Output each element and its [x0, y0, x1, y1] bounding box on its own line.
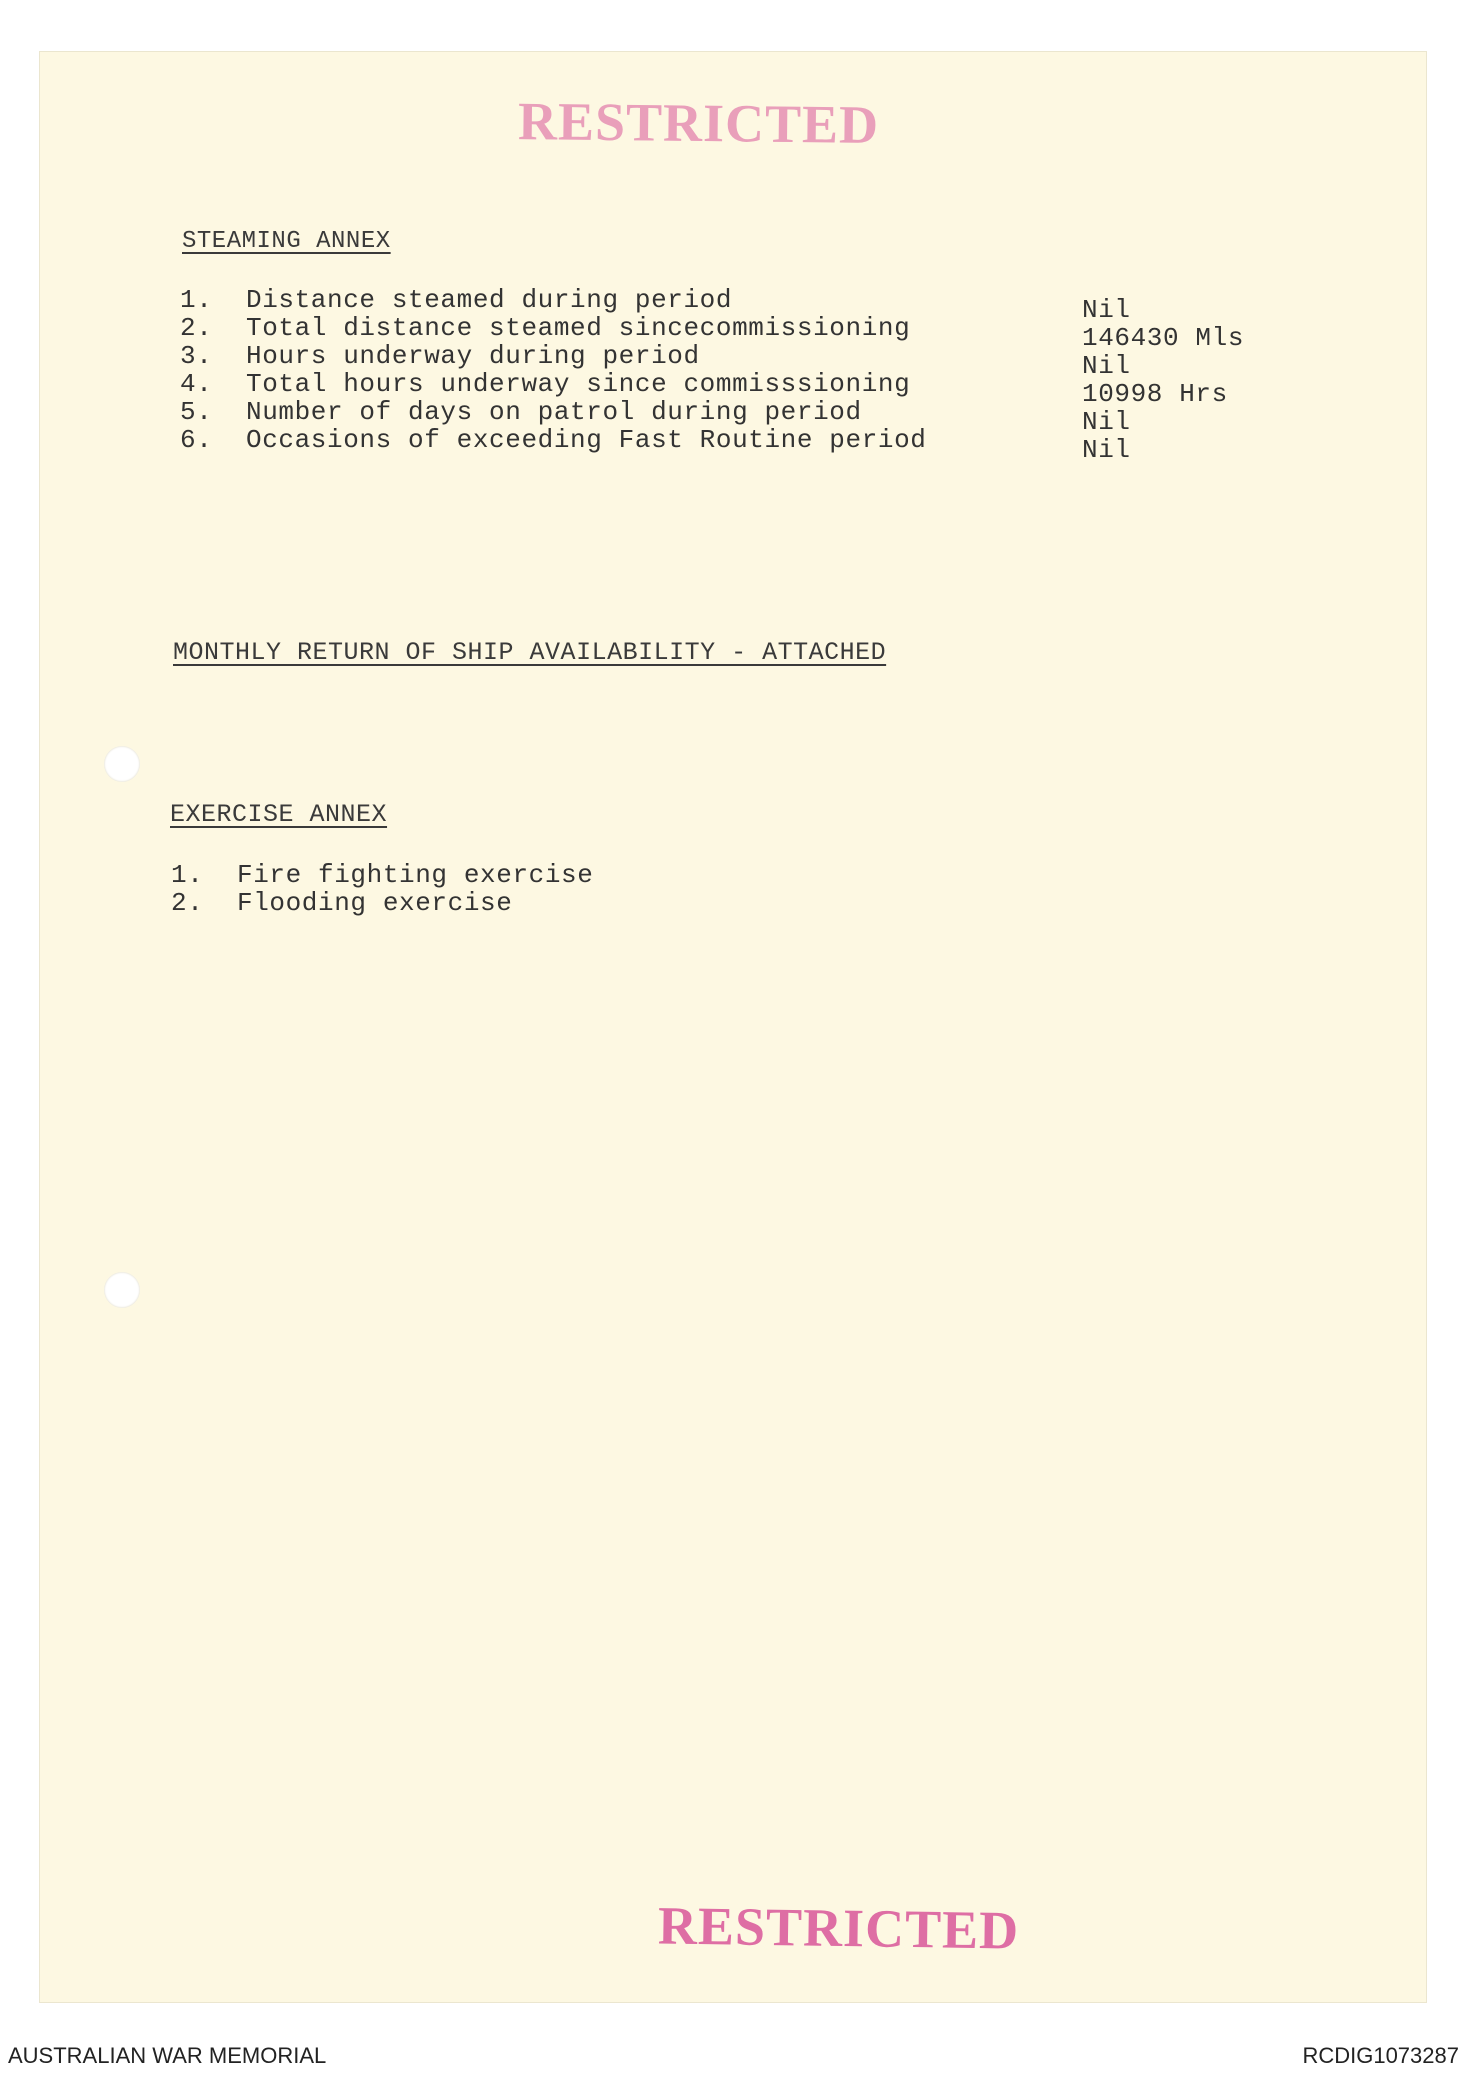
item-text: Hours underway during period — [246, 341, 700, 371]
list-item — [180, 398, 927, 426]
list-item — [180, 286, 927, 314]
item-number: 5. — [180, 397, 213, 427]
item-value: Nil — [1082, 435, 1131, 465]
item-value: 146430 Mls — [1082, 323, 1245, 353]
footer-institution: AUSTRALIAN WAR MEMORIAL — [8, 2043, 327, 2068]
item-value: Nil — [1082, 351, 1131, 381]
list-item — [180, 426, 927, 454]
item-text: Occasions of exceeding Fast Routine period — [246, 425, 927, 455]
document-page — [40, 52, 1426, 2002]
item-text: Total hours underway since commisssioning — [246, 369, 911, 399]
item-number: 4. — [180, 369, 213, 399]
steaming-annex-list — [180, 286, 927, 454]
exercise-annex-list — [171, 861, 593, 917]
item-value: Nil — [1082, 295, 1131, 325]
item-text: Number of days on patrol during period — [246, 397, 862, 427]
exercise-annex-heading: EXERCISE ANNEX — [170, 800, 388, 829]
steaming-annex-values — [1082, 296, 1244, 464]
list-item — [171, 861, 593, 889]
punch-hole — [104, 1272, 140, 1308]
item-number: 6. — [180, 425, 213, 455]
item-value: Nil — [1082, 407, 1131, 437]
item-number: 3. — [180, 341, 213, 371]
item-number: 1. — [171, 860, 204, 890]
item-number: 2. — [180, 313, 213, 343]
item-number: 1. — [180, 285, 213, 315]
footer-record-id: RCDIG1073287 — [1302, 2043, 1459, 2068]
steaming-annex-heading: STEAMING ANNEX — [182, 228, 391, 255]
list-item — [180, 314, 927, 342]
item-text: Fire fighting exercise — [237, 860, 594, 890]
monthly-return-heading: MONTHLY RETURN OF SHIP AVAILABILITY - ATTACHED — [173, 638, 887, 667]
item-text: Flooding exercise — [237, 888, 513, 918]
list-item — [180, 342, 927, 370]
list-item — [180, 370, 927, 398]
list-item — [171, 889, 593, 917]
restricted-stamp-top: RESTRICTED — [517, 91, 880, 155]
item-text: Distance steamed during period — [246, 285, 733, 315]
item-value: 10998 Hrs — [1082, 379, 1228, 409]
punch-hole — [104, 746, 140, 782]
item-text: Total distance steamed sincecommissioning — [246, 313, 911, 343]
restricted-stamp-bottom: RESTRICTED — [657, 1895, 1020, 1961]
item-number: 2. — [171, 888, 204, 918]
